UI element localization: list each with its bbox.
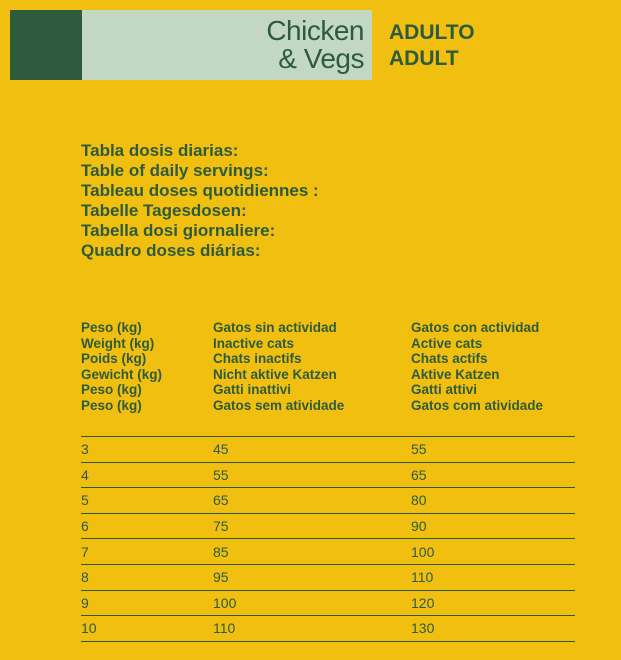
- header-active-label: Chats actifs: [411, 351, 488, 366]
- table-row: [81, 463, 575, 489]
- title-line: Tabella dosi giornaliere:: [81, 221, 276, 240]
- header-weight: [81, 320, 213, 413]
- header-active: [411, 320, 575, 413]
- header-inactive-label: Gatos sin actividad: [213, 320, 337, 335]
- inactive-cell: 110: [213, 620, 236, 637]
- weight-cell: 3: [81, 441, 89, 458]
- title-line: Quadro doses diárias:: [81, 241, 261, 260]
- inactive-cell: 75: [213, 518, 229, 535]
- inactive-cell: 45: [213, 441, 229, 458]
- active-cell: 90: [411, 518, 427, 535]
- header-inactive-label: Nicht aktive Katzen: [213, 366, 337, 382]
- title-line: Tabla dosis diarias:: [81, 141, 239, 160]
- age-label-es: ADULTO: [389, 21, 475, 44]
- header-inactive: [213, 320, 411, 413]
- table-row: [81, 591, 575, 617]
- inactive-cell: 100: [213, 594, 237, 611]
- header-inactive-label: Gatti inattivi: [213, 382, 292, 397]
- header-active-label: Aktive Katzen: [411, 366, 500, 382]
- table-row: [81, 488, 575, 514]
- product-name-block: [82, 10, 372, 80]
- active-cell: 55: [411, 441, 427, 458]
- product-name-line2: & Vegs: [278, 43, 364, 74]
- inactive-cell: 95: [213, 569, 229, 586]
- active-cell: 100: [411, 543, 435, 560]
- header-active-label: Active cats: [411, 335, 483, 351]
- inactive-cell: 85: [213, 543, 229, 560]
- weight-cell: 7: [81, 543, 89, 560]
- table-header: [81, 320, 575, 413]
- product-name-line1: Chicken: [266, 15, 364, 46]
- weight-cell: 5: [81, 492, 89, 509]
- header-inactive-label: Inactive cats: [213, 335, 295, 351]
- active-cell: 65: [411, 466, 427, 483]
- banner-accent-block: [10, 10, 82, 80]
- header-inactive-label: Gatos sem atividade: [213, 397, 345, 413]
- weight-cell: 4: [81, 466, 89, 483]
- active-cell: 110: [411, 569, 434, 586]
- inactive-cell: 55: [213, 466, 229, 483]
- table-row: [81, 565, 575, 591]
- header-weight-label: Gewicht (kg): [81, 366, 163, 382]
- header-weight-label: Weight (kg): [81, 335, 155, 351]
- weight-cell: 10: [81, 620, 97, 637]
- header-weight-label: Poids (kg): [81, 351, 147, 366]
- weight-cell: 8: [81, 569, 89, 586]
- header-active-label: Gatos con actividad: [411, 320, 540, 335]
- weight-cell: 9: [81, 594, 89, 611]
- table-row: [81, 437, 575, 463]
- header-inactive-label: Chats inactifs: [213, 351, 302, 366]
- age-label: [389, 20, 475, 72]
- daily-servings-title: [81, 141, 319, 261]
- title-line: Tableau doses quotidiennes :: [81, 181, 319, 200]
- header-active-label: Gatos com atividade: [411, 397, 544, 413]
- header-weight-label: Peso (kg): [81, 397, 142, 413]
- active-cell: 130: [411, 620, 435, 637]
- table-row: [81, 514, 575, 540]
- servings-table: [81, 436, 575, 642]
- table-row: [81, 616, 575, 642]
- active-cell: 120: [411, 594, 435, 611]
- header-weight-label: Peso (kg): [81, 320, 142, 335]
- inactive-cell: 65: [213, 492, 229, 509]
- header-active-label: Gatti attivi: [411, 382, 478, 397]
- age-label-en: ADULT: [389, 47, 459, 70]
- title-line: Tabelle Tagesdosen:: [81, 201, 247, 220]
- header-weight-label: Peso (kg): [81, 382, 142, 397]
- title-line: Table of daily servings:: [81, 161, 269, 180]
- weight-cell: 6: [81, 518, 89, 535]
- product-banner: [10, 10, 372, 80]
- active-cell: 80: [411, 492, 427, 509]
- table-row: [81, 539, 575, 565]
